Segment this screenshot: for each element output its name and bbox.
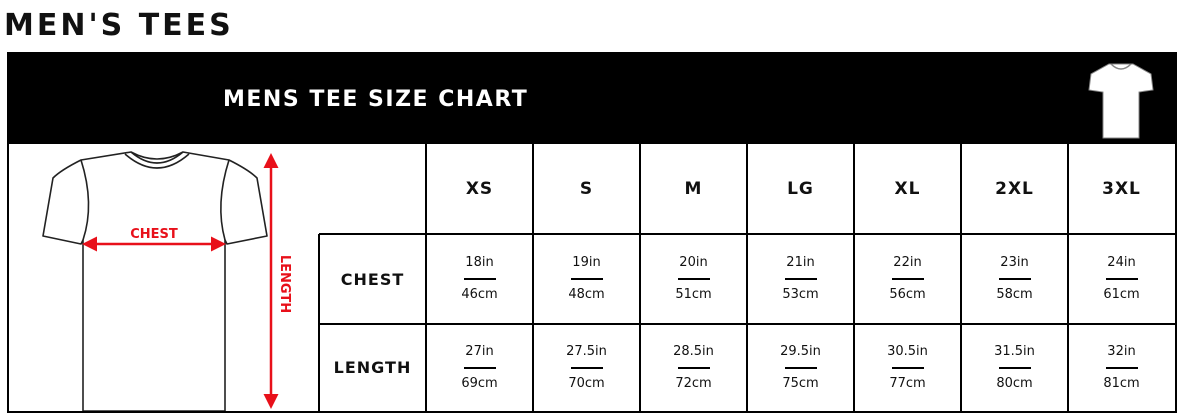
size-header-lg: LG: [787, 179, 814, 199]
inch-value: 29.5in: [780, 343, 821, 359]
inch-value: 28.5in: [673, 343, 714, 359]
cm-value: 81cm: [1103, 375, 1140, 391]
inch-value: 20in: [679, 255, 708, 270]
tshirt-icon: [1087, 60, 1155, 140]
size-header-s: S: [579, 179, 594, 199]
cm-value: 46cm: [461, 287, 498, 302]
inch-value: 30.5in: [887, 343, 928, 359]
inch-value: 19in: [572, 255, 601, 270]
measurement-cell: [854, 324, 961, 411]
cm-value: 69cm: [461, 375, 498, 391]
inch-value: 27in: [465, 343, 494, 359]
measurement-cell: [533, 234, 640, 324]
measurement-cell: [1068, 324, 1175, 411]
value-divider: [678, 278, 710, 280]
value-divider: [1106, 367, 1138, 369]
inch-value: 27.5in: [566, 343, 607, 359]
row-label-chest: CHEST: [340, 269, 405, 289]
cm-value: 75cm: [782, 375, 819, 391]
size-header-2xl: 2XL: [995, 179, 1034, 199]
banner-title: MENS TEE SIZE CHART: [223, 87, 529, 112]
cm-value: 53cm: [782, 287, 819, 302]
measurement-cell: [854, 234, 961, 324]
inch-value: 21in: [786, 255, 815, 270]
chest-label: CHEST: [130, 227, 178, 242]
length-label: LENGTH: [277, 254, 292, 314]
inch-value: 31.5in: [994, 343, 1035, 359]
row-label-length: LENGTH: [333, 358, 412, 377]
inch-value: 23in: [1000, 255, 1029, 270]
inch-value: 32in: [1107, 343, 1136, 359]
measurement-cell: [961, 324, 1068, 411]
value-divider: [892, 278, 924, 280]
measurement-cell: [1068, 234, 1175, 324]
size-chart: [7, 52, 1177, 413]
value-divider: [892, 367, 924, 369]
cm-value: 61cm: [1103, 287, 1140, 302]
cm-value: 48cm: [568, 287, 605, 302]
measurement-cell: [747, 234, 854, 324]
value-divider: [464, 367, 496, 369]
measurement-cell: [747, 324, 854, 411]
measurement-cell: [640, 234, 747, 324]
size-header-xl: XL: [894, 179, 921, 199]
value-divider: [999, 278, 1031, 280]
value-divider: [785, 367, 817, 369]
measurement-cell: [426, 324, 533, 411]
inch-value: 22in: [893, 255, 922, 270]
size-header-xs: XS: [465, 179, 494, 199]
size-header-m: M: [684, 179, 703, 199]
measurement-cell: [426, 234, 533, 324]
inch-value: 18in: [465, 255, 494, 270]
cm-value: 80cm: [996, 375, 1033, 391]
value-divider: [571, 278, 603, 280]
measurement-cell: [961, 234, 1068, 324]
page-title: MEN'S TEES: [4, 8, 234, 43]
value-divider: [1106, 278, 1138, 280]
cm-value: 51cm: [675, 287, 712, 302]
cm-value: 70cm: [568, 375, 605, 391]
cm-value: 72cm: [675, 375, 712, 391]
size-header-3xl: 3XL: [1102, 179, 1141, 199]
value-divider: [571, 367, 603, 369]
inch-value: 24in: [1107, 255, 1136, 270]
chart-banner: [9, 54, 1175, 144]
measurement-cell: [640, 324, 747, 411]
value-divider: [785, 278, 817, 280]
cm-value: 56cm: [889, 287, 926, 302]
cm-value: 77cm: [889, 375, 926, 391]
value-divider: [999, 367, 1031, 369]
measurement-cell: [533, 324, 640, 411]
size-table: [9, 144, 1175, 411]
cm-value: 58cm: [996, 287, 1033, 302]
value-divider: [464, 278, 496, 280]
value-divider: [678, 367, 710, 369]
